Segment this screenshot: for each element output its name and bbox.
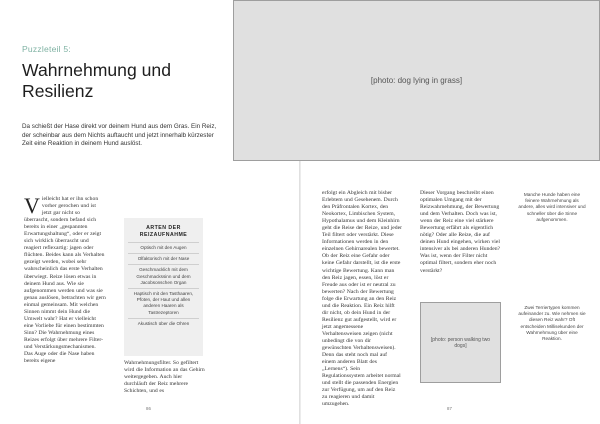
page-title: Wahrnehmung und Resilienz	[22, 60, 171, 101]
body-text: ielleicht hat er ihn schon vorher gerochen und ist jetzt gar nicht so überrascht, sondern befand sich bereits in einer „gespannten Erwartungshaltung“, oder er zeigt sich wirklich überrascht und reagiert reflexartig: jagen oder flüchten. Beides kann als Verhalten gezeigt werden, wobei sehr wahrscheinlich das erste Verhalten überwiegt. Reize lösen etwas in deinem Hund aus. Wie sie aufgenommen werden und was sie genau auslösen, betrachten wir gern einmal gemeinsam. Mit welchen Sinnen nimmt dein Hund die Umwelt wahr? Hat er vielleicht eine Vorliebe für einen bestimmten Sinn? Die Wahrnehmung eines Reizes erfolgt über mehrere Filter- und Verstärkungsmechanismen. Das Auge oder die Nase haben bereits eigene	[24, 196, 106, 365]
info-box-item: Optisch mit den Augen	[128, 242, 199, 253]
body-column-3	[322, 190, 402, 408]
page-number-right: 87	[447, 406, 452, 411]
body-column-1	[24, 193, 106, 365]
body-paragraph	[24, 193, 106, 365]
body-text: erfolgt ein Abgleich mit bisher Erlebtem und Gesehenem. Durch den Präfrontalen Kortex, den Neokortex, Limbischen System, Hypothalamus und dem Kleinhirn geht die Reise der Reize, und jeder Teil filtert oder verstärkt. Diese Informationen werden in den einzelnen Gehirnarealen bewertet. Ob der Reiz eine Gefahr oder keine Gefahr darstellt, ist die erste wichtige Bewertung. Kann man den Reiz jagen, essen, löst er Freude aus oder ist er neutral zu bewerten? Nach der Bewertung folge die Erwartung an den Reiz und die Reaktion. Ein Reiz hilft dir nicht, ob dein Hund in der Resilienz gut aufgestellt, wird er jetzt angemessene Verhaltensweisen zeigen (nicht unbedingt die von dir gewünschten Verhaltensweisen). Denn das steht noch mal auf einem anderen Blatt des „Lernens“). Sein Regulationssystem arbeitet normal und stellt die passenden Energien zur Verfügung, um auf den Reiz zu reagieren und damit umzugehen.	[322, 190, 402, 408]
margin-note: Manche Hunde haben eine feinere Wahrnehmung als andere, alles wird intensiver und schneller über die Sinne aufgenommen.	[518, 192, 586, 222]
body-column-2: Wahrnehmungsfilter. So gefiltert wird die Information an das Gehirn weitergegeben. Auch hier durchläuft der Reiz mehrere Schichten, und es	[124, 360, 205, 395]
body-text: Dieser Vorgang beschreibt einen optimalen Umgang mit der Reizwahrnehmung, der Bewertung und dem Verhalten. Doch was ist, wenn der Reiz eine viel stärkere Bewertung erfährt als eigentlich nötig? Oder alle Reize, die auf deinen Hund eingehen, wirken viel intensiver als bei anderen Hunden? Was ist, wenn der Filter nicht optimal filtert, sondern eher noch verstärkt?	[420, 190, 501, 274]
info-box-item: Geschmacklich mit dem Geschmackssinn und dem Jacobsonschen Organ	[128, 264, 199, 288]
info-box-item: Akustisch über die Ohren	[128, 318, 199, 329]
hero-photo: [photo: dog lying in grass]	[233, 0, 600, 161]
photo-caption: Zwei Terriertypen kommen aufeinander zu. Wie nehmen sie diesen Reiz wahr? Oft entscheiden Millisekunden der Wahrnehmung über eine Reaktion.	[518, 305, 586, 342]
info-box-item: Haptisch mit den Tasthaaren, Pfoten, der Haut und allen anderen Haaren als Tastrezeptoren	[128, 288, 199, 318]
lead-paragraph: Da schießt der Hase direkt vor deinem Hund aus dem Gras. Ein Reiz, der scheinbar aus dem Nichts auftaucht und jetzt innerhalb kürzester Zeit eine Reaktion in deinem Hund auslöst.	[22, 123, 217, 148]
drop-cap: V	[24, 193, 40, 218]
info-box	[124, 218, 203, 356]
body-column-4	[420, 190, 502, 275]
page-number-left: 86	[146, 406, 151, 411]
info-box-item: Olfaktorisch mit der Nase	[128, 253, 199, 264]
chapter-kicker: Puzzleteil 5:	[22, 44, 71, 54]
info-box-heading: ARTEN DER REIZAUFNAHME	[139, 225, 188, 238]
inline-photo: [photo: person walking two dogs]	[420, 302, 501, 383]
